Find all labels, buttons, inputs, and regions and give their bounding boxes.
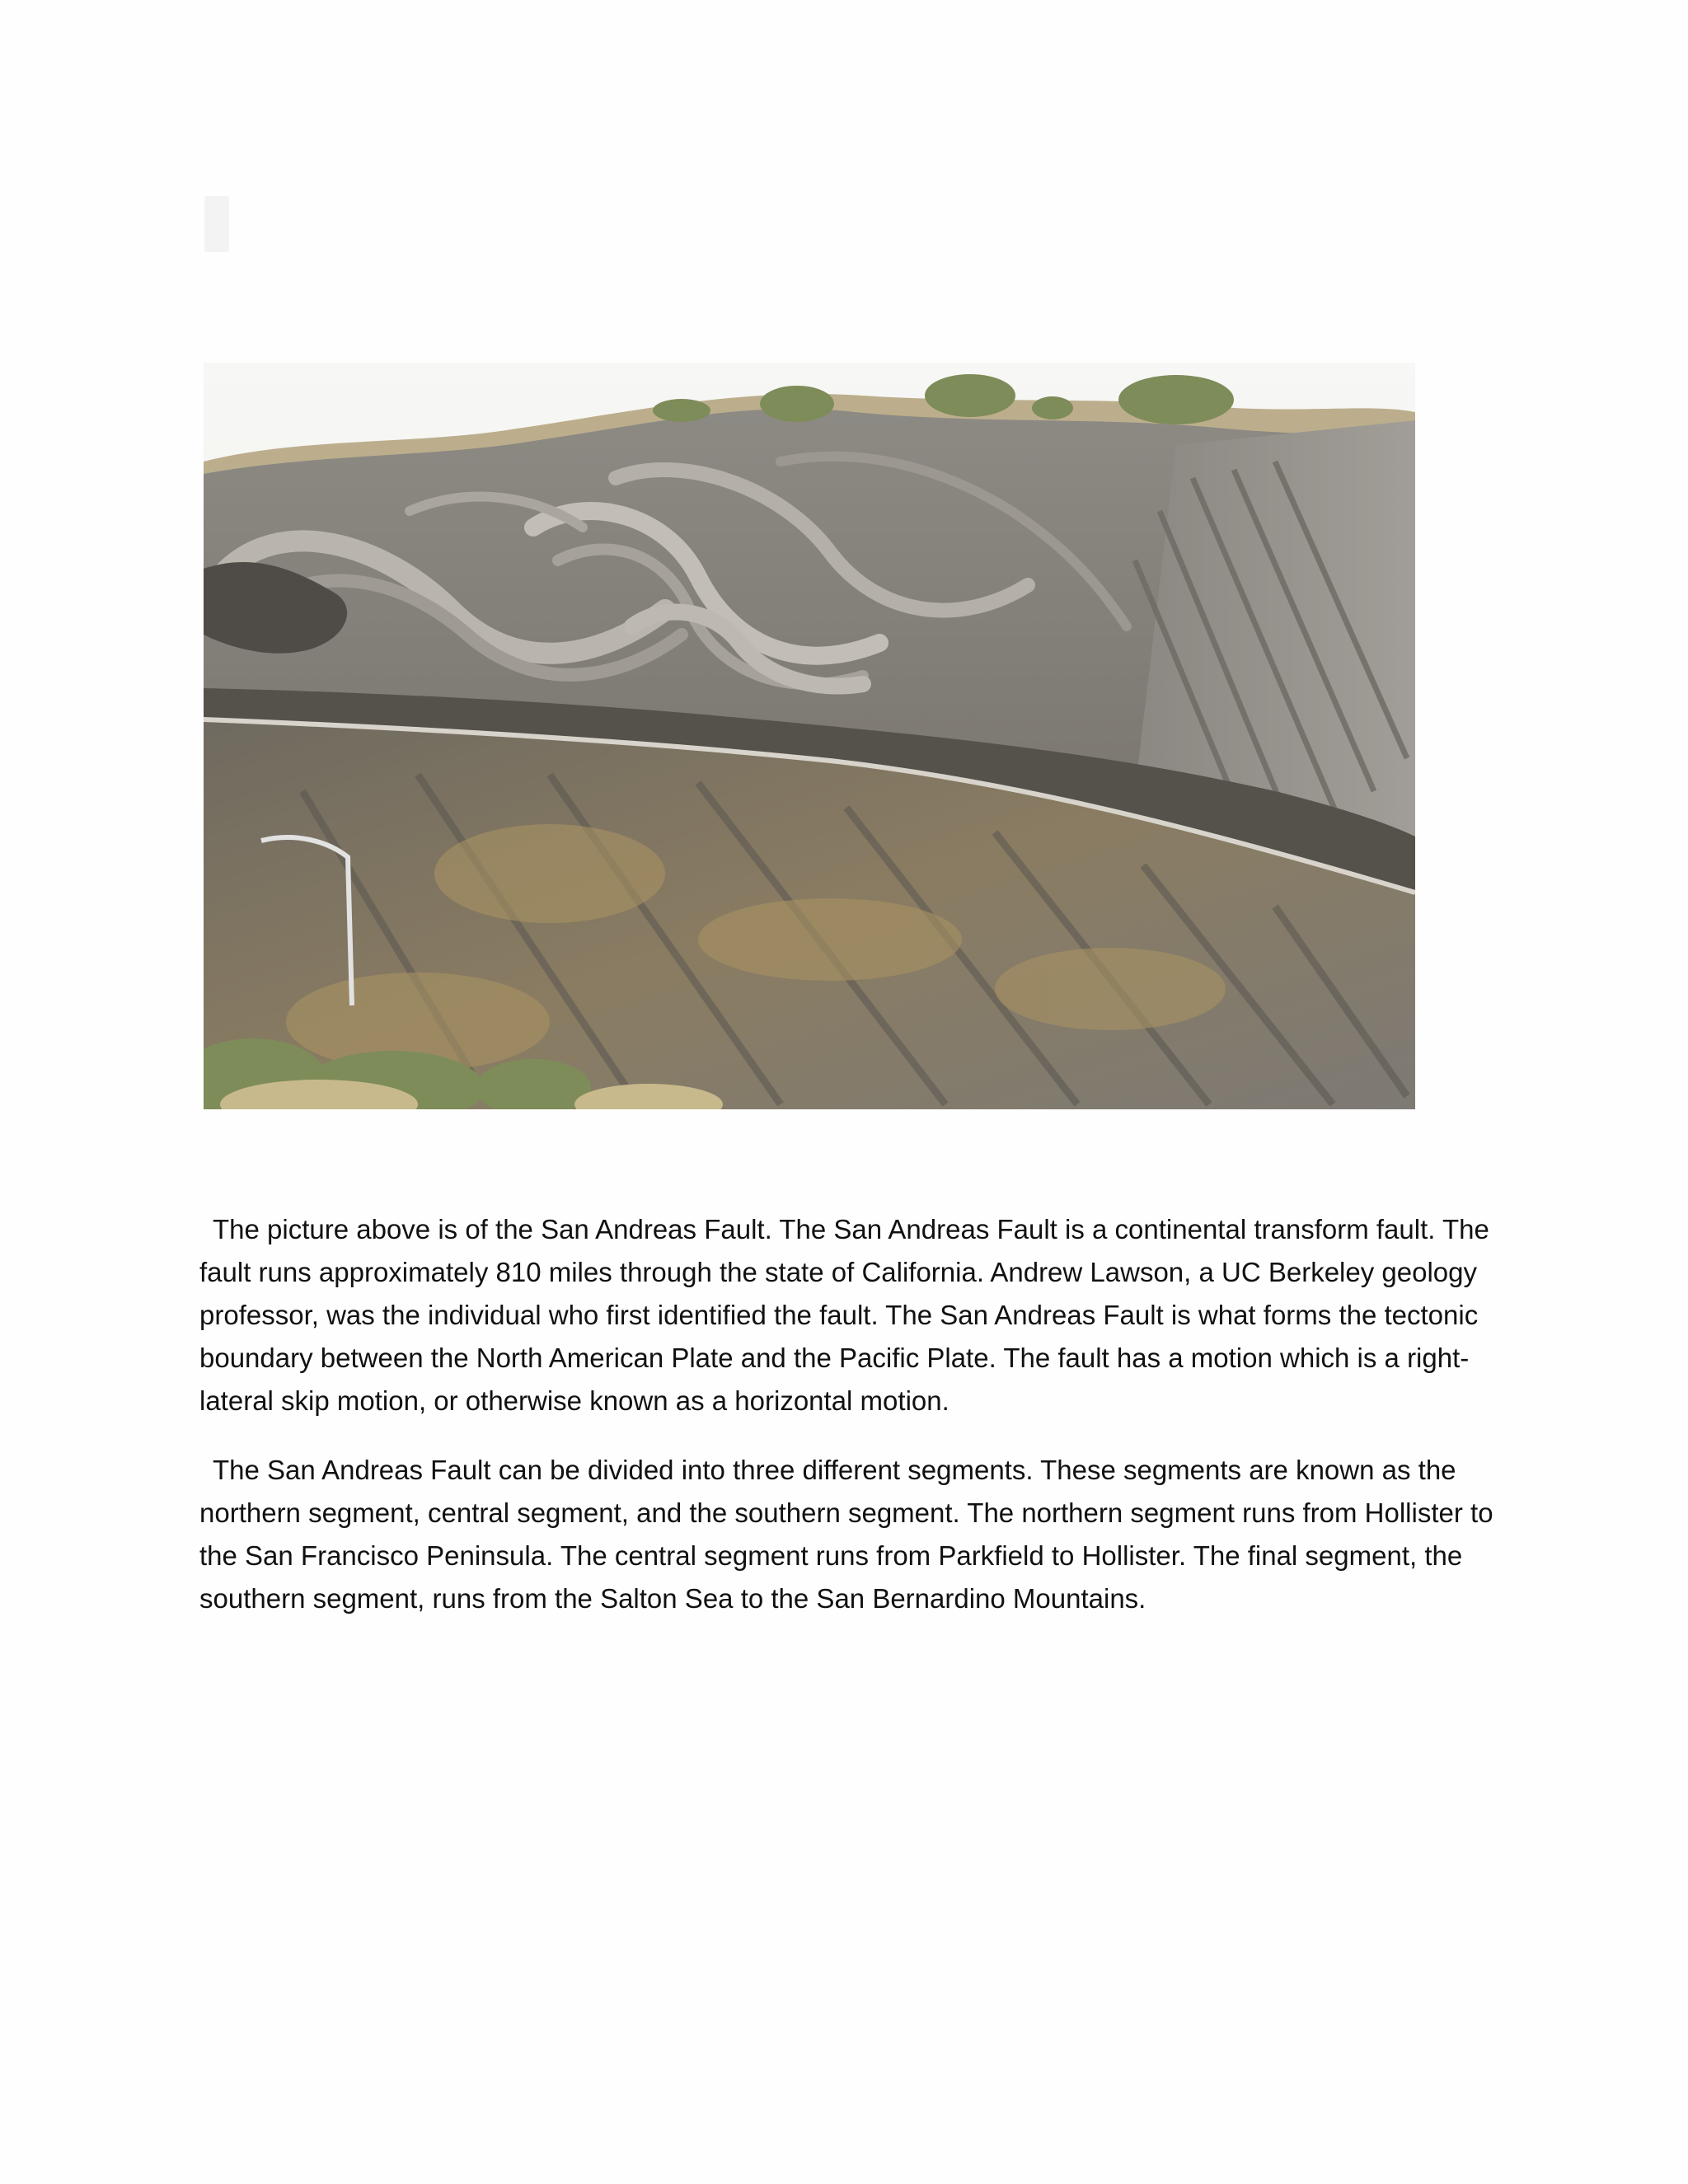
paragraph-fault-segments: The San Andreas Fault can be divided into three different segments. These segments are known as the northern segment, central segment, and the southern segment. The northern segment runs from Hollister to the San Francisco Peninsula. The central segment runs from Parkfield to Hollister. The final segment, the southern segment, runs from the Salton Sea to the San Bernardino Mountains.: [199, 1455, 1493, 1614]
paragraph-fault-overview: The picture above is of the San Andreas Fault. The San Andreas Fault is a continental transform fault. The fault runs approximately 810 miles through the state of California. Andrew Lawson, a UC Berkeley geology professor, was the individual who first identified the fault. The San Andreas Fault is what forms the tectonic boundary between the North American Plate and the Pacific Plate. The fault has a motion which is a right-lateral skip motion, or otherwise known as a horizontal motion.: [199, 1214, 1489, 1416]
body-text: [199, 1208, 1493, 1647]
san-andreas-fault-photo: [204, 363, 1415, 1109]
faint-mark: [204, 196, 229, 252]
rock-outcrop-illustration: [204, 363, 1415, 1109]
